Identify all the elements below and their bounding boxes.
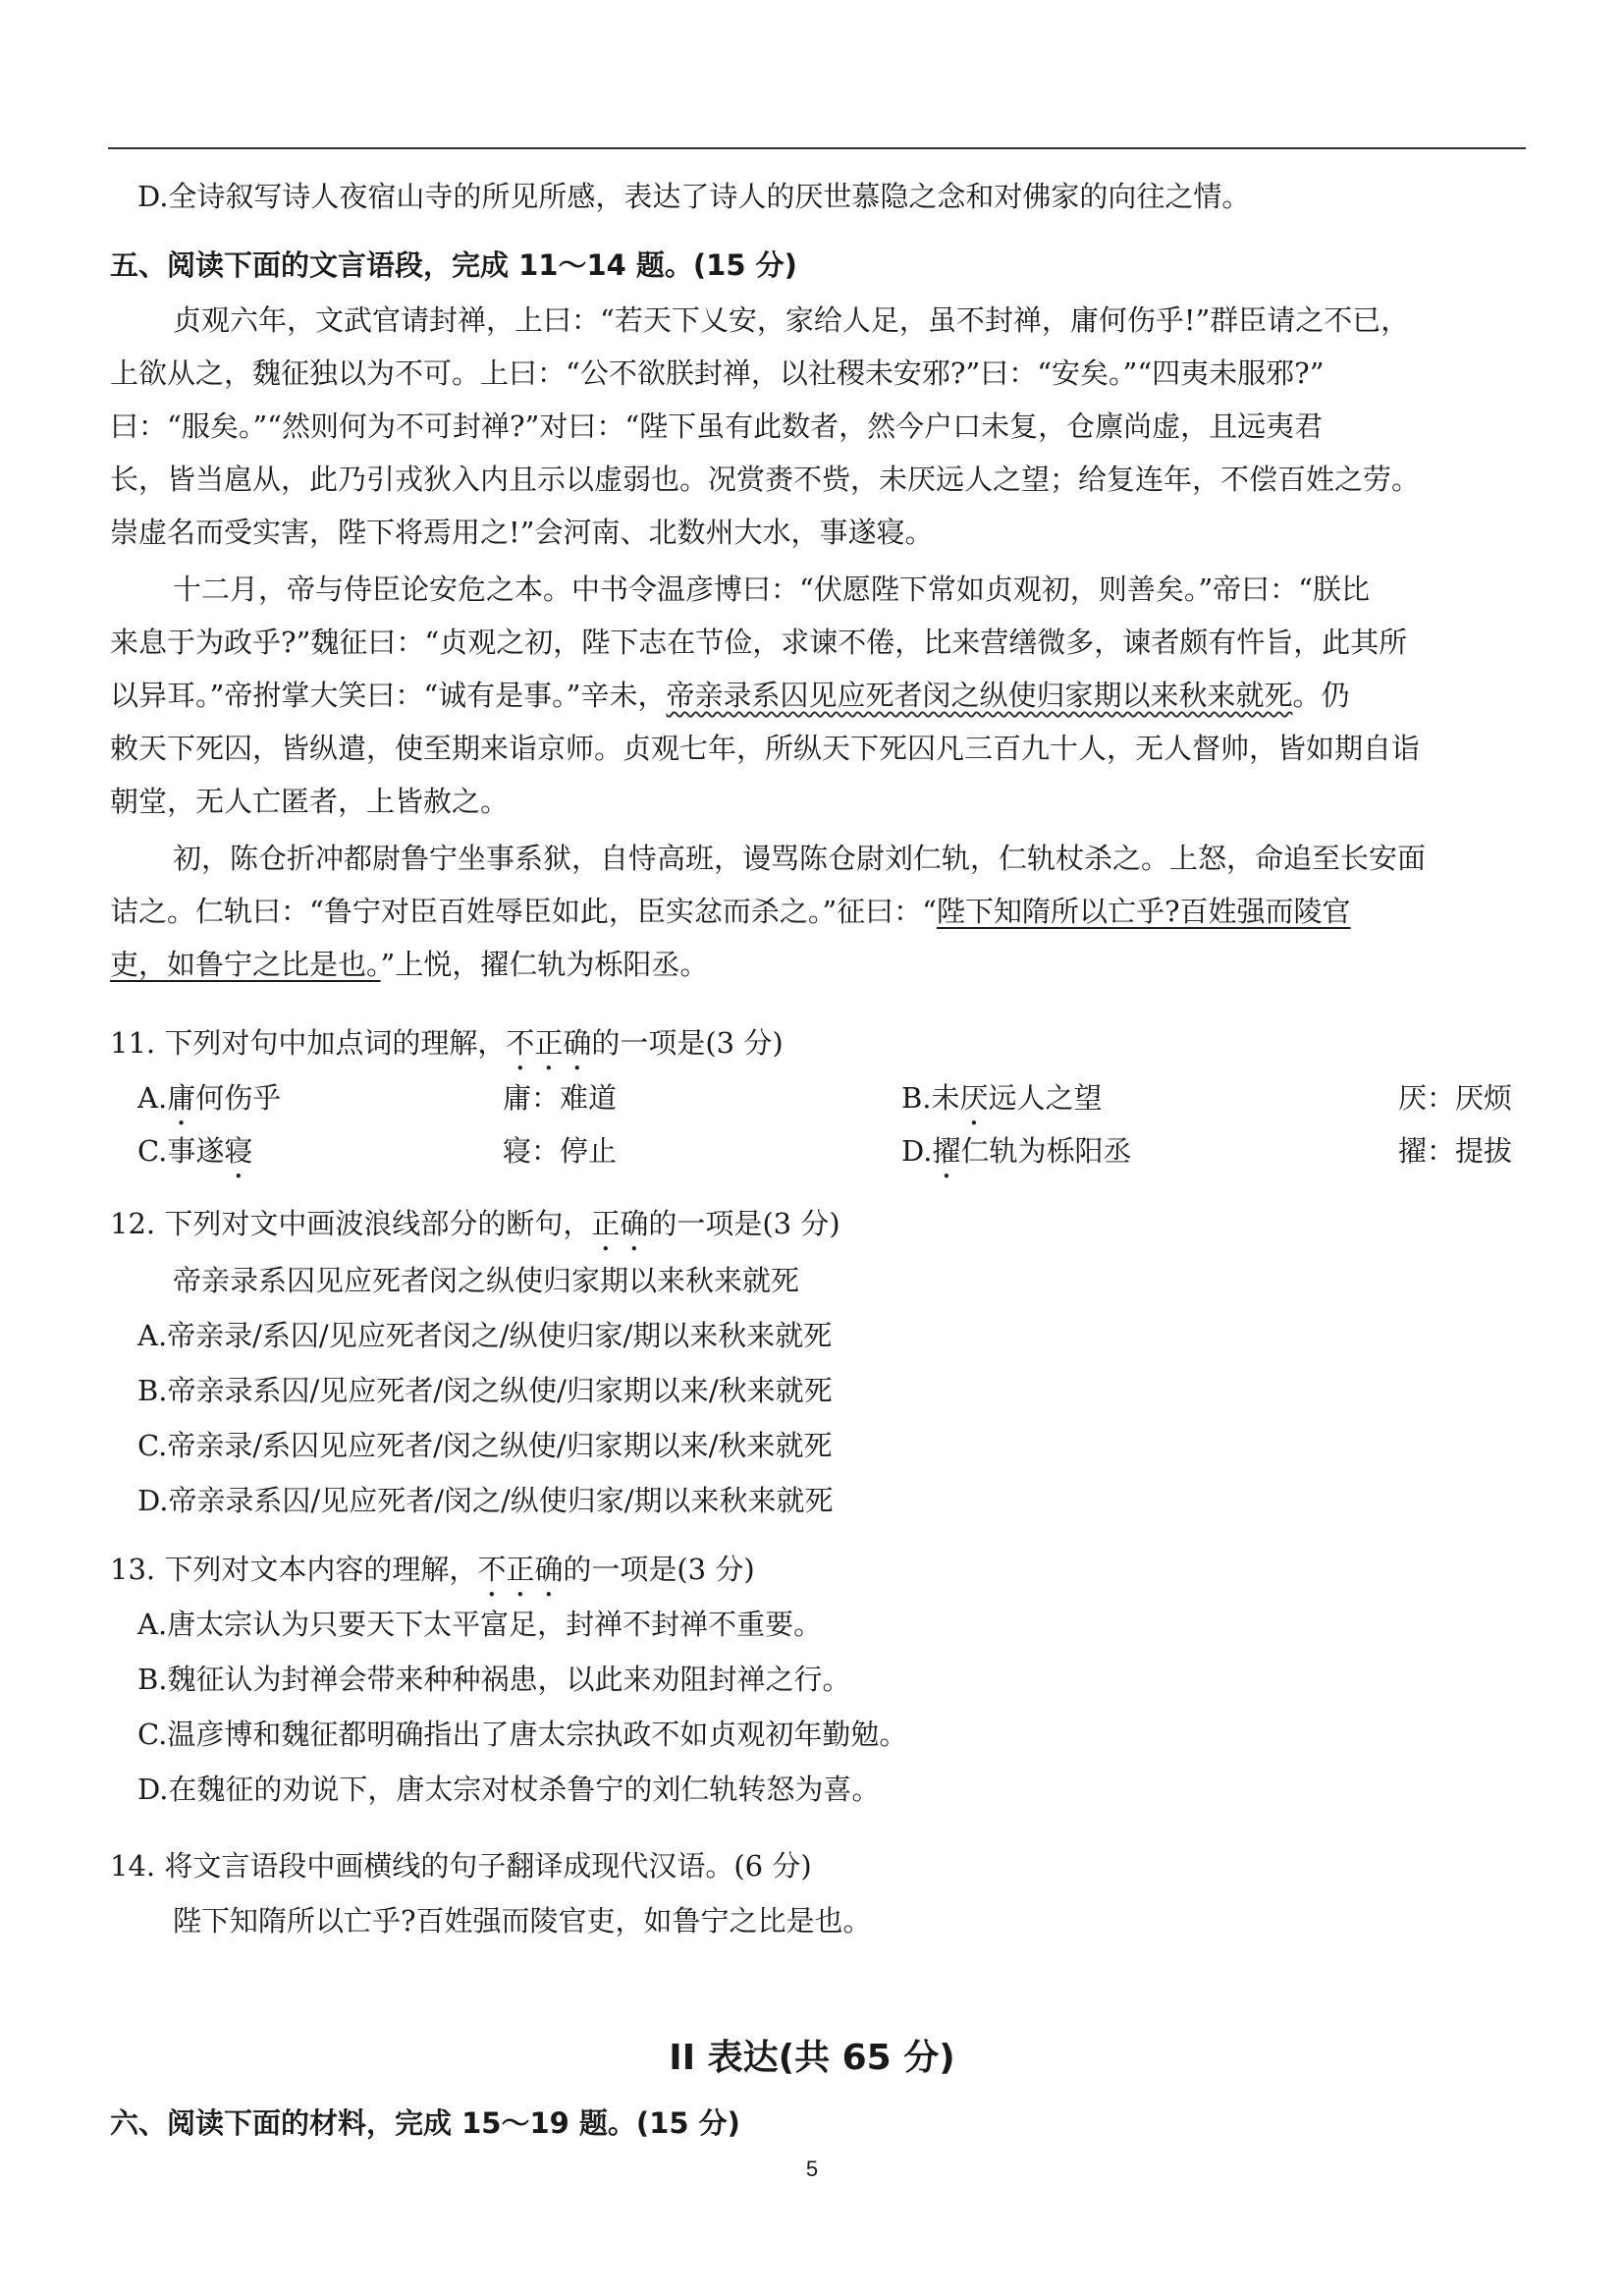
passage-p1-line5: 崇虚名而受实害，陛下将焉用之!”会河南、北数州大水，事遂寝。 <box>110 516 934 549</box>
q11-a-dot: 庸 <box>167 1081 196 1115</box>
passage-p3-line1: 初，陈仓折冲都尉鲁宁坐事系狱，自恃高班，谩骂陈仓尉刘仁轨，仁轨杖杀之。上怒，命追至长安面 <box>173 842 1427 875</box>
passage-p2-line3 <box>110 676 1624 715</box>
q11-option-a <box>137 1078 281 1132</box>
passage-p3-line3 <box>110 945 1624 984</box>
q11-option-d <box>901 1131 1131 1185</box>
q13-stem <box>110 1550 1624 1604</box>
q13-option-d: D.在魏征的劝说下，唐太宗对杖杀鲁宁的刘仁轨转怒为喜。 <box>137 1773 881 1806</box>
q13-stem-post: 的一项是(3 分) <box>563 1553 755 1586</box>
q12-option-c: C.帝亲录/系囚见应死者/闵之纵使/归家期以来/秋来就死 <box>137 1429 833 1462</box>
passage-p1-line1: 贞观六年，文武官请封禅，上曰：“若天下乂安，家给人足，虽不封禅，庸何伤乎!”群臣请之不已， <box>173 303 1410 337</box>
q11-option-b-gloss: 厌：厌烦 <box>1398 1081 1513 1115</box>
q12-stem-pre: 12. 下列对文中画波浪线部分的断句， <box>110 1207 592 1240</box>
q14-sentence: 陛下知隋所以亡乎?百姓强而陵官吏，如鲁宁之比是也。 <box>173 1904 872 1938</box>
q11-stem-emphasis: 不正确 <box>506 1026 592 1060</box>
q11-stem-post: 的一项是(3 分) <box>591 1026 784 1060</box>
q11-d-post: 仁轨为栎阳丞 <box>960 1134 1132 1168</box>
underlined-sentence-part1: 陛下知隋所以亡乎?百姓强而陵官 <box>936 895 1351 928</box>
q11-stem-pre: 11. 下列对句中加点词的理解， <box>110 1026 507 1060</box>
passage-p2-line4: 敕天下死囚，皆纵遣，使至期来诣京师。贞观七年，所纵天下死囚凡三百九十人，无人督帅，皆如期自诣 <box>110 732 1421 765</box>
q11-b-dot: 厌 <box>959 1081 989 1115</box>
q11-option-b <box>901 1078 1103 1132</box>
q12-stem <box>110 1204 1624 1258</box>
passage-p2-line2: 来息于为政乎?”魏征曰：“贞观之初，陛下志在节俭，求谏不倦，比来营缮微多，谏者颇有忤旨，此其所 <box>110 626 1408 659</box>
q10-option-d: D.全诗叙写诗人夜宿山寺的所见所感，表达了诗人的厌世慕隐之念和对佛家的向往之情。 <box>137 180 1251 213</box>
wavy-underlined-sentence: 帝亲录系囚见应死者闵之纵使归家期以来秋来就死 <box>666 679 1293 712</box>
passage-p1-line4: 长，皆当扈从，此乃引戎狄入内且示以虚弱也。况赏赉不赀，未厌远人之望；给复连年，不偿百姓之劳。 <box>110 463 1421 496</box>
passage-p2-line1: 十二月，帝与侍臣论安危之本。中书令温彦博曰：“伏愿陛下常如贞观初，则善矣。”帝曰：“朕比 <box>173 573 1370 606</box>
q12-sentence: 帝亲录系囚见应死者闵之纵使归家期以来秋来就死 <box>173 1264 800 1297</box>
q12-option-b: B.帝亲录系囚/见应死者/闵之纵使/归家期以来/秋来就死 <box>137 1374 833 1407</box>
q12-stem-post: 的一项是(3 分) <box>648 1207 840 1240</box>
q11-option-c-gloss: 寝：停止 <box>503 1134 618 1168</box>
q11-a-pre: A. <box>137 1081 168 1115</box>
header-rule <box>108 147 1526 149</box>
passage-p3-line2-pre: 诘之。仁轨曰：“鲁宁对臣百姓辱臣如此，臣实忿而杀之。”征曰：“ <box>110 895 937 928</box>
q11-a-post: 何伤乎 <box>195 1081 282 1115</box>
section5-title: 五、阅读下面的文言语段，完成 11～14 题。(15 分) <box>110 248 797 282</box>
part2-title: II 表达(共 65 分) <box>669 2038 955 2078</box>
q13-stem-pre: 13. 下列对文本内容的理解， <box>110 1553 478 1586</box>
q13-option-c: C.温彦博和魏征都明确指出了唐太宗执政不如贞观初年勤勉。 <box>137 1718 908 1751</box>
q12-stem-emphasis: 正确 <box>591 1207 649 1240</box>
passage-p2-line5: 朝堂，无人亡匿者，上皆赦之。 <box>110 785 510 818</box>
passage-p2-line3-post: 。仍 <box>1292 679 1350 712</box>
q13-option-b: B.魏征认为封禅会带来种种祸患，以此来劝阻封禅之行。 <box>137 1663 851 1696</box>
page-number: 5 <box>805 2157 819 2181</box>
underlined-sentence-part2: 吏，如鲁宁之比是也。 <box>110 948 381 981</box>
passage-p1-line3: 曰：“服矣。”“然则何为不可封禅?”对曰：“陛下虽有此数者，然今户口未复，仓廪尚虚，且远夷君 <box>110 410 1324 443</box>
q11-b-post: 远人之望 <box>988 1081 1103 1115</box>
q13-stem-emphasis: 不正确 <box>477 1553 564 1586</box>
q14-stem: 14. 将文言语段中画横线的句子翻译成现代汉语。(6 分) <box>110 1849 812 1883</box>
q12-option-a: A.帝亲录/系囚/见应死者闵之/纵使归家/期以来秋来就死 <box>137 1319 833 1352</box>
passage-p3-line3-post: ”上悦，擢仁轨为栎阳丞。 <box>380 948 709 981</box>
q11-stem <box>110 1023 1624 1077</box>
q11-d-dot: 擢 <box>932 1134 961 1168</box>
passage-p3-line2 <box>110 892 1624 931</box>
q11-option-a-gloss: 庸：难道 <box>503 1081 618 1115</box>
q11-c-dot: 寝 <box>224 1134 253 1168</box>
q11-d-pre: D. <box>901 1134 933 1168</box>
q13-option-a: A.唐太宗认为只要天下太平富足，封禅不封禅不重要。 <box>137 1608 823 1641</box>
q11-b-pre: B.未 <box>901 1081 960 1115</box>
q12-option-d: D.帝亲录系囚/见应死者/闵之/纵使归家/期以来秋来就死 <box>137 1484 834 1517</box>
q11-c-pre: C.事遂 <box>137 1134 225 1168</box>
section6-title: 六、阅读下面的材料，完成 15～19 题。(15 分) <box>110 2106 740 2140</box>
passage-p2-line3-pre: 以异耳。”帝拊掌大笑曰：“诚有是事。”辛未， <box>110 679 667 712</box>
q11-option-d-gloss: 擢：提拔 <box>1398 1134 1513 1168</box>
q11-option-c <box>137 1131 252 1185</box>
passage-p1-line2: 上欲从之，魏征独以为不可。上曰：“公不欲朕封禅，以社稷未安邪?”曰：“安矣。”“四夷未服邪?” <box>110 356 1325 390</box>
